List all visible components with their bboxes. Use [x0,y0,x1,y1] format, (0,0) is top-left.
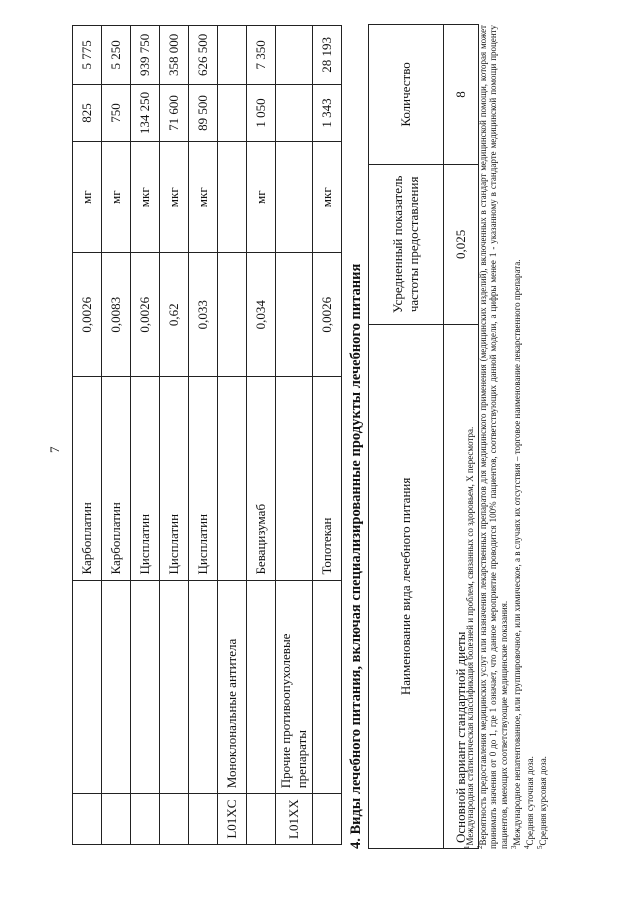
course-dose: 626 500 [189,26,218,85]
dose-unit: мг [247,142,276,253]
course-dose: 358 000 [160,26,189,85]
daily-dose: 89 500 [189,84,218,142]
frequency-value [276,253,313,377]
daily-dose: 1 343 [313,84,342,142]
drug-name: Карбоплатин [73,377,102,580]
atc-code [73,794,102,845]
atc-code [131,794,160,845]
drugs-table [72,25,342,845]
drug-group [247,580,276,794]
atc-code [102,794,131,845]
course-dose: 939 750 [131,26,160,85]
course-dose: 7 350 [247,26,276,85]
drug-table-row [189,26,218,845]
daily-dose: 750 [102,84,131,142]
drug-name: Цисплатин [131,377,160,580]
dose-unit: мкг [313,142,342,253]
frequency-value: 0,62 [160,253,189,377]
diet-frequency: 0,025 [444,164,479,324]
header-quantity: Количество [369,25,444,165]
frequency-value [218,253,247,377]
nutrition-header-row [369,25,444,849]
dose-unit: мг [73,142,102,253]
diet-quantity: 8 [444,25,479,165]
drug-table-row [218,26,247,845]
drug-name: Бевацизумаб [247,377,276,580]
drug-table-row [160,26,189,845]
drug-name: Карбоплатин [102,377,131,580]
drug-name: Цисплатин [189,377,218,580]
course-dose: 5 250 [102,26,131,85]
drug-group [313,580,342,794]
course-dose [218,26,247,85]
drug-group [131,580,160,794]
course-dose [276,26,313,85]
drug-table-row [247,26,276,845]
page-number: 7 [47,446,62,453]
atc-code: L01XX [276,794,313,845]
section-4-title: 4. Виды лечебного питания, включая специализированные продукты лечебного питания [348,263,364,849]
drug-name [218,377,247,580]
daily-dose [276,84,313,142]
atc-code [160,794,189,845]
drug-group [102,580,131,794]
diet-name: Основной вариант стандартной диеты [444,324,479,848]
footnote: $^5$Средняя курсовая доза. [536,756,549,849]
drug-name: Цисплатин [160,377,189,580]
footnotes [462,25,548,849]
atc-code [313,794,342,845]
drug-group: Прочие противоопухолевые препараты [276,580,313,794]
footnote: $^1$Международная статистическая классификация болезней и проблем, связанных со здоровьем, X пересмотра. [463,426,475,849]
drug-table-row [102,26,131,845]
course-dose: 5 775 [73,26,102,85]
drug-table-row [131,26,160,845]
header-frequency: Усредненный показатель частоты предоставления [369,164,444,324]
drug-table-row [313,26,342,845]
drug-table-row [73,26,102,845]
header-name: Наименование вида лечебного питания [369,324,444,848]
dose-unit: мг [102,142,131,253]
dose-unit [218,142,247,253]
footnote: $^3$Международное непатентованное, или группировочное, или химическое, а в случаях их отсутствия – торговое наименование лекарственного препарата. [509,259,522,849]
frequency-value: 0,034 [247,253,276,377]
daily-dose: 134 250 [131,84,160,142]
drug-name: Топотекан [313,377,342,580]
frequency-value: 0,0026 [131,253,160,377]
daily-dose: 825 [73,84,102,142]
atc-code [189,794,218,845]
dose-unit: мкг [131,142,160,253]
drug-group: Моноклональные антитела [218,580,247,794]
frequency-value: 0,0026 [73,253,102,377]
dose-unit: мкг [189,142,218,253]
atc-code [247,794,276,845]
drug-table-row [276,26,313,845]
daily-dose: 1 050 [247,84,276,142]
frequency-value: 0,033 [189,253,218,377]
drug-group [73,580,102,794]
footnote: $^4$Средняя суточная доза. [523,756,536,849]
drug-group [160,580,189,794]
daily-dose: 71 600 [160,84,189,142]
footnote: $^2$Вероятность предоставления медицинских услуг или назначения лекарственных препаратов для медицинского применения (медицинских изделий), включенных в стандарт медицинской помощи, которая может принимать значения от 0 до 1, где 1 означает, что данное мероприятие проводится 100% пациентов, соответствующих данной модели, а цифры менее 1 - указанному в стандарте медицинской помощи проценту пациентов, имеющих соответствующие медицинские показания. [476,25,509,849]
atc-code: L01XC [218,794,247,845]
drug-group [189,580,218,794]
dose-unit: мкг [160,142,189,253]
dose-unit [276,142,313,253]
course-dose: 28 193 [313,26,342,85]
frequency-value: 0,0083 [102,253,131,377]
daily-dose [218,84,247,142]
drug-name [276,377,313,580]
frequency-value: 0,0026 [313,253,342,377]
